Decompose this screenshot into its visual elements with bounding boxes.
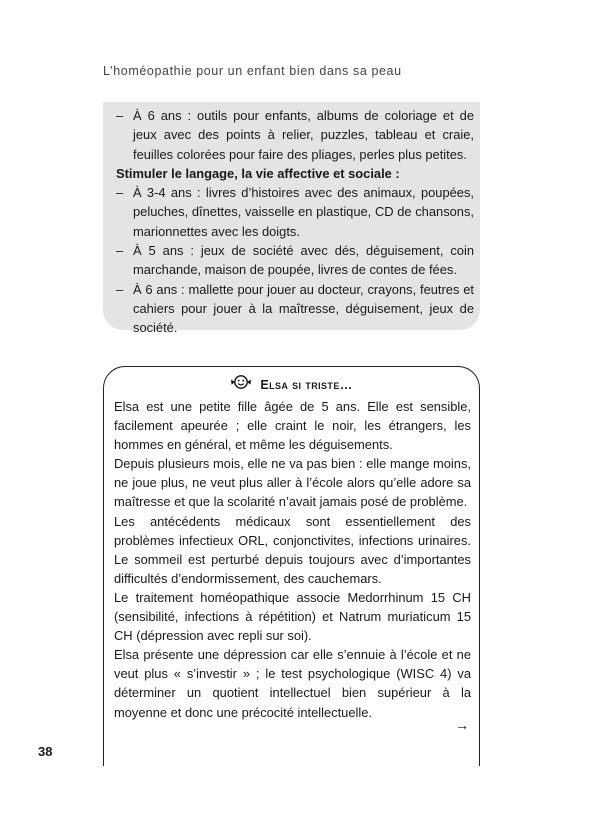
activities-box bbox=[103, 102, 480, 336]
case-paragraph: Depuis plusieurs mois, elle ne va pas bien : elle mange moins, ne joue plus, ne veut plus aller à l’école alors qu’elle adore sa maîtresse et que la scolarité n’avait jamais posé de problème. bbox=[114, 456, 471, 510]
list-item-text: À 6 ans : mallette pour jouer au docteur, crayons, feutres et cahiers pour jouer à la maîtresse, déguisement, jeux de société. bbox=[133, 281, 474, 336]
activities-list bbox=[116, 106, 474, 338]
arrow-right-icon: → bbox=[455, 717, 469, 733]
smiley-face-icon bbox=[230, 373, 252, 396]
case-body bbox=[114, 397, 471, 722]
case-study-box bbox=[103, 366, 480, 766]
dash-bullet: – bbox=[116, 243, 124, 259]
list-item-text: À 6 ans : outils pour enfants, albums de coloriage et de jeux avec des points à relier, puzzles, tableau et craie, feuilles colorées pour faire des pliages, perles plus petites. bbox=[133, 108, 474, 162]
dash-bullet: – bbox=[116, 108, 124, 123]
dash-bullet: – bbox=[116, 185, 124, 201]
list-item bbox=[116, 280, 474, 338]
page-number: 38 bbox=[38, 744, 53, 759]
case-paragraph: Les antécédents médicaux sont essentiellement des problèmes infectieux ORL, conjonctivites, infections urinaires. Le sommeil est perturbé depuis toujours avec d’importantes difficultés d’endormissement, des cauchemars. bbox=[114, 513, 471, 586]
case-title bbox=[104, 373, 479, 396]
case-paragraph: Elsa est une petite fille âgée de 5 ans. Elle est sensible, facilement apeurée ; elle craint le noir, les étrangers, les hommes en général, et même les déguisements. bbox=[114, 399, 471, 453]
case-title-text: Elsa si triste… bbox=[260, 377, 353, 392]
list-item bbox=[116, 106, 474, 164]
running-head: L’homéopathie pour un enfant bien dans sa peau bbox=[103, 64, 402, 78]
case-paragraph: Elsa présente une dépression car elle s’ennuie à l’école et ne veut plus « s’investir » ; le test psychologique (WISC 4) va déterminer un quotient intellectuel bien supérieur à la moyenne et donc une précocité intellectuelle. bbox=[114, 647, 471, 720]
list-item-text: À 5 ans : jeux de société avec dés, déguisement, coin marchande, maison de poupée, livres de contes de fées. bbox=[133, 243, 474, 278]
list-item-text: À 3-4 ans : livres d’histoires avec des animaux, poupées, peluches, dînettes, vaisselle en plastique, CD de chansons, marionnettes avec les doigts. bbox=[133, 185, 474, 239]
subheading: Stimuler le langage, la vie affective et sociale : bbox=[116, 165, 400, 181]
case-paragraph: Le traitement homéopathique associe Medorrhinum 15 CH (sensibilité, infections à répétition) et Natrum muriaticum 15 CH (dépression avec repli sur soi). bbox=[114, 589, 471, 644]
list-item bbox=[116, 183, 474, 241]
list-item bbox=[116, 241, 474, 280]
dash-bullet: – bbox=[116, 281, 124, 297]
